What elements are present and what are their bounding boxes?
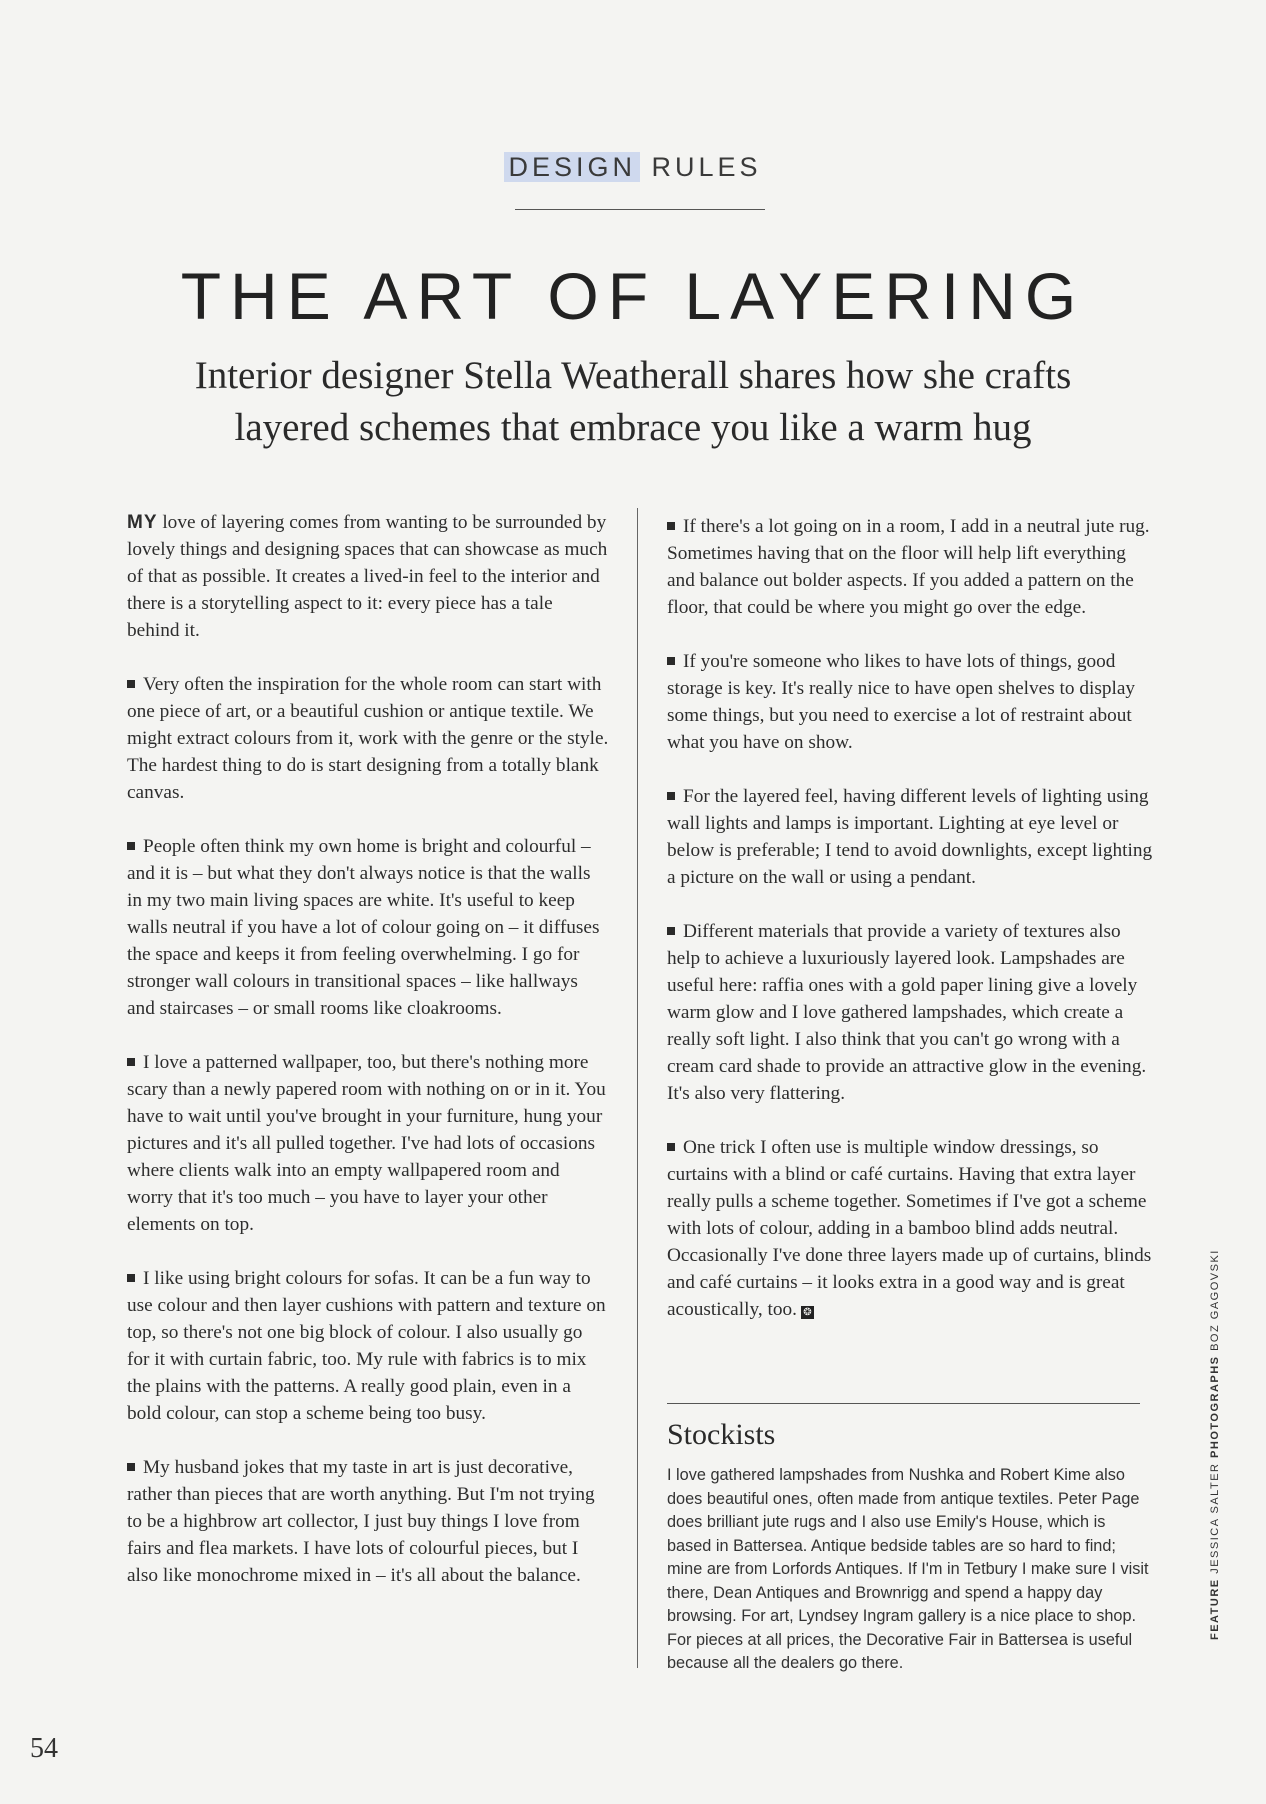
standfirst [130, 350, 1136, 454]
kicker-divider [515, 209, 765, 210]
photo-credit [1209, 1249, 1221, 1640]
section-kicker [0, 152, 1266, 183]
bullet-icon [127, 1463, 135, 1471]
bullet-icon [127, 842, 135, 850]
right-column [667, 513, 1157, 1350]
credit-feature-label: FEATURE [1209, 1578, 1221, 1640]
bullet-icon [127, 1274, 135, 1282]
tip-text: Different materials that provide a variety of textures also help to achieve a luxuriously layered look. Lampshades are useful here: raffia ones with a gold paper lining give a lovely warm glow and I love gathered lampshades, which create a really soft light. I also think that you can't go wrong with a cream card shade to provide an attractive glow in the evening. It's also very flattering. [667, 921, 1147, 1104]
kicker-highlight: DESIGN [504, 152, 640, 182]
tip-paragraph [667, 918, 1157, 1107]
tip-text: Very often the inspiration for the whole room can start with one piece of art, or a beautiful cushion or antique textile. We might extract colours from it, work with the genre or the style. The hardest thing to do is start designing from a totally blank canvas. [127, 674, 609, 803]
tip-paragraph [667, 513, 1157, 621]
bullet-icon [667, 522, 675, 530]
tip-text: If you're someone who likes to have lots of things, good storage is key. It's really nice to have open shelves to display some things, but you need to exercise a lot of restraint about what you have on show. [667, 651, 1136, 753]
tip-paragraph [127, 1454, 609, 1589]
bullet-icon [667, 792, 675, 800]
bullet-icon [667, 1143, 675, 1151]
lead-in: MY [127, 512, 158, 533]
column-divider [637, 508, 638, 1668]
bullet-icon [127, 680, 135, 688]
tip-text: My husband jokes that my taste in art is just decorative, rather than pieces that are worth anything. But I'm not trying to be a highbrow art collector, I just buy things I love from fairs and flea markets. I have lots of colourful pieces, but I also like monochrome mixed in – it's all about the balance. [127, 1457, 595, 1586]
end-mark-icon: ❂ [801, 1306, 814, 1319]
tip-text: For the layered feel, having different levels of lighting using wall lights and lamps is important. Lighting at eye level or below is preferable; I tend to avoid downlights, except lighting a picture on the wall or using a pendant. [667, 786, 1153, 888]
intro-paragraph [127, 509, 609, 644]
tip-paragraph [127, 833, 609, 1022]
tip-text: I like using bright colours for sofas. It can be a fun way to use colour and then layer cushions with pattern and texture on top, so there's not one big block of colour. I also usually go for it with curtain fabric, too. My rule with fabrics is to mix the plains with the patterns. A really good plain, even in a bold colour, can stop a scheme being too busy. [127, 1268, 606, 1424]
tip-paragraph [667, 783, 1157, 891]
credit-photo-label: PHOTOGRAPHS [1209, 1355, 1221, 1458]
stockists-body: I love gathered lampshades from Nushka and Robert Kime also does beautiful ones, often made from antique textiles. Peter Page does brilliant jute rugs and I also use Emily's House, which is based in Battersea. Antique bedside tables are so hard to find; mine are from Lorfords Antiques. If I'm in Tetbury I make sure I visit there, Dean Antiques and Brownrigg and spend a happy day browsing. For art, Lyndsey Ingram gallery is a nice place to shop. For pieces at all prices, the Decorative Fair in Battersea is useful because all the dealers go there. [667, 1466, 1149, 1672]
article-title: THE ART OF LAYERING [180, 259, 1086, 333]
tip-paragraph [667, 1134, 1157, 1323]
standfirst-line-1: Interior designer Stella Weatherall shares how she crafts [194, 354, 1072, 397]
tip-text: People often think my own home is bright and colourful – and it is – but what they don't always notice is that the walls in my two main living spaces are white. It's useful to keep walls neutral if you have a lot of colour going on – it diffuses the space and keeps it from feeling overwhelming. I go for stronger wall colours in transitional spaces – like hallways and staircases – or small rooms like cloakrooms. [127, 836, 600, 1019]
tip-text: One trick I often use is multiple window dressings, so curtains with a blind or café curtains. Having that extra layer really pulls a scheme together. Sometimes if I've got a scheme with lots of colour, adding in a bamboo blind adds neutral. Occasionally I've done three layers made up of curtains, blinds and café curtains – it looks extra in a good way and is great acoustically, too. [667, 1137, 1152, 1320]
kicker-rest: RULES [639, 152, 762, 182]
tip-paragraph [127, 671, 609, 806]
tip-paragraph [667, 648, 1157, 756]
tip-text: I love a patterned wallpaper, too, but there's nothing more scary than a newly papered room with nothing on or in it. You have to wait until you've brought in your furniture, hung your pictures and it's all pulled together. I've had lots of occasions where clients walk into an empty wallpapered room and worry that it's too much – you have to layer your other elements on top. [127, 1052, 606, 1235]
stockists-heading: Stockists [667, 1418, 776, 1451]
page-number: 54 [30, 1733, 58, 1764]
bullet-icon [127, 1058, 135, 1066]
tip-text: If there's a lot going on in a room, I add in a neutral jute rug. Sometimes having that on the floor will help lift everything and balance out bolder aspects. If you added a pattern on the floor, that could be where you might go over the edge. [667, 516, 1150, 618]
tip-paragraph [127, 1265, 609, 1427]
credit-feature-name: JESSICA SALTER [1209, 1462, 1221, 1574]
tip-paragraph [127, 1049, 609, 1238]
standfirst-line-2: layered schemes that embrace you like a warm hug [234, 406, 1032, 449]
intro-text: love of layering comes from wanting to be surrounded by lovely things and designing spaces that can showcase as much of that as possible. It creates a lived-in feel to the interior and there is a storytelling aspect to it: every piece has a tale behind it. [127, 512, 608, 641]
stockists-divider [667, 1403, 1140, 1404]
left-column [127, 509, 609, 1616]
bullet-icon [667, 657, 675, 665]
credit-photo-name: BOZ GAGOVSKI [1209, 1249, 1221, 1351]
bullet-icon [667, 927, 675, 935]
